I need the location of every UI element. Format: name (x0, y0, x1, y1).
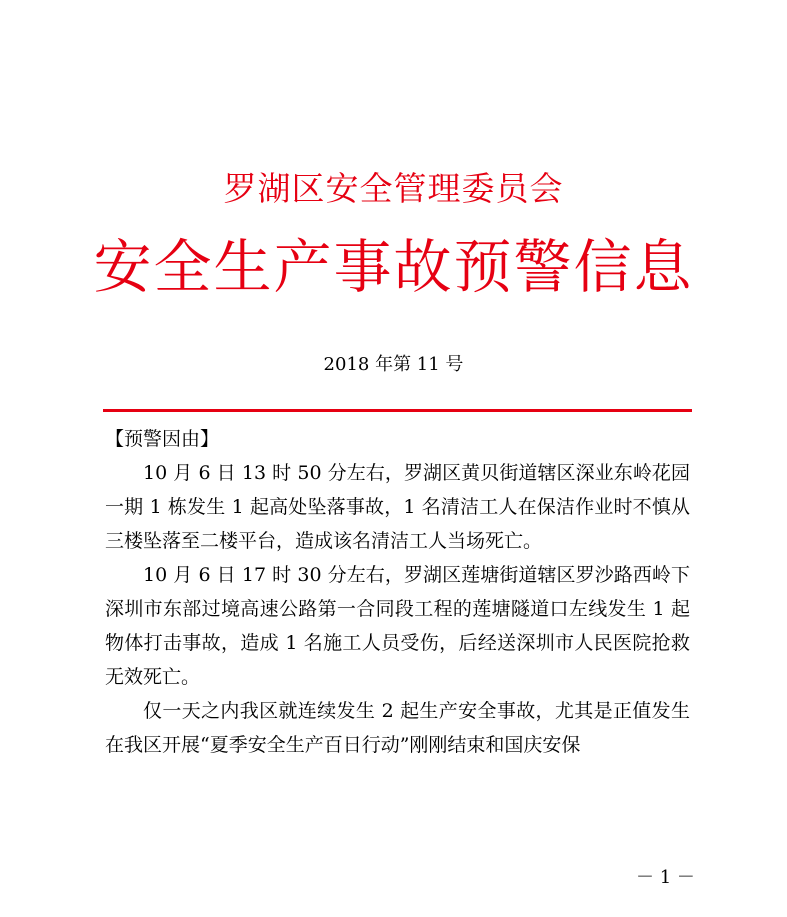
section-heading-warning-reason: 【预警因由】 (105, 428, 220, 450)
document-body (105, 422, 690, 762)
paragraph-incident-1: 10 月 6 日 13 时 50 分左右，罗湖区黄贝街道辖区深业东岭花园一期 1 栋发生 1 起高处坠落事故，1 名清洁工人在保洁作业时不慎从三楼坠落至二楼平台，造成该名清洁工人当场死亡。 (105, 462, 690, 552)
red-divider-line (103, 409, 692, 412)
page-number: － 1 － (636, 867, 695, 888)
paragraph-summary: 仅一天之内我区就连续发生 2 起生产安全事故，尤其是正值发生在我区开展“夏季安全生产百日行动”刚刚结束和国庆安保 (105, 700, 690, 756)
paragraph-incident-2: 10 月 6 日 17 时 30 分左右，罗湖区莲塘街道辖区罗沙路西岭下深圳市东部过境高速公路第一合同段工程的莲塘隧道口左线发生 1 起物体打击事故，造成 1 名施工人员受伤，后经送深圳市人民医院抢救无效死亡。 (105, 564, 690, 688)
issue-number: 2018 年第 11 号 (323, 354, 464, 375)
organization-title: 罗湖区安全管理委员会 (223, 169, 564, 208)
document-title: 安全生产事故预警信息 (93, 233, 694, 301)
